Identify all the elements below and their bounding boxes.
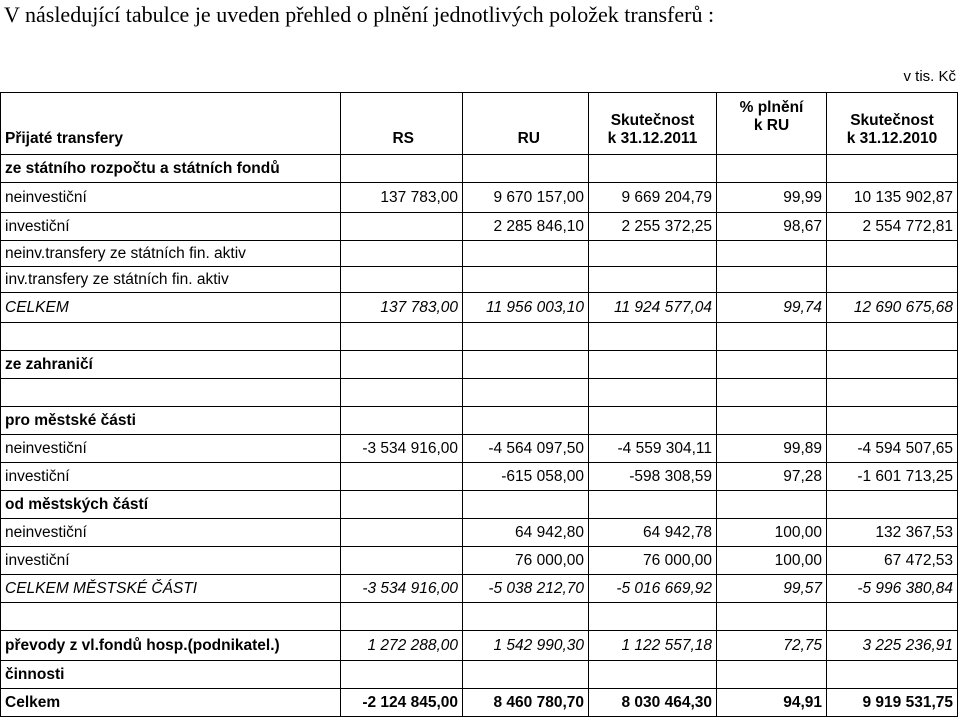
cell-label: činnosti [1,661,341,689]
cell-ru [463,241,589,267]
cell-ru [463,267,589,293]
cell-ru [463,323,589,351]
cell-label: CELKEM MĚSTSKÉ ČÁSTI [1,575,341,603]
cell-pct: 100,00 [717,547,827,575]
cell-sk2010 [827,603,958,631]
cell-ru [463,351,589,379]
cell-sk2010 [827,491,958,519]
cell-label: neinvestiční [1,183,341,213]
cell-pct [717,351,827,379]
cell-ru: 8 460 780,70 [463,689,589,717]
cell-pct [717,323,827,351]
cell-rs: 1 272 288,00 [341,631,463,661]
cell-pct [717,241,827,267]
cell-sk2011: 1 122 557,18 [589,631,717,661]
cell-sk2011 [589,323,717,351]
cell-rs [341,323,463,351]
cell-sk2010: 132 367,53 [827,519,958,547]
header-pct-plneni [717,93,827,155]
cell-pct [717,379,827,407]
cell-pct [717,155,827,183]
cell-label: neinv.transfery ze státních fin. aktiv [1,241,341,267]
cell-sk2010: -4 594 507,65 [827,435,958,463]
cell-sk2011: 64 942,78 [589,519,717,547]
cell-ru [463,661,589,689]
spacer-row [1,603,958,631]
cell-pct [717,407,827,435]
header-skutecnost-2011-line1: Skutečnost [610,112,695,129]
cell-sk2010: 67 472,53 [827,547,958,575]
intro-text: V následující tabulce je uveden přehled o plnění jednotlivých položek transferů : [4,2,715,27]
cell-sk2011: -598 308,59 [589,463,717,491]
cell-rs [341,603,463,631]
cell-sk2011 [589,603,717,631]
header-label: Přijaté transfery [1,93,341,155]
cell-sk2011: 8 030 464,30 [589,689,717,717]
cell-sk2011: 11 924 577,04 [589,293,717,323]
cell-sk2010: 2 554 772,81 [827,213,958,241]
cell-sk2011: 9 669 204,79 [589,183,717,213]
cell-rs: -3 534 916,00 [341,435,463,463]
cell-rs [341,491,463,519]
cell-pct: 72,75 [717,631,827,661]
header-skutecnost-2011 [589,93,717,155]
table-header-row [1,93,958,155]
cell-pct: 98,67 [717,213,827,241]
cell-pct [717,661,827,689]
header-pct-line1: % plnění [739,99,804,116]
cell-ru: 2 285 846,10 [463,213,589,241]
cell-pct: 100,00 [717,519,827,547]
cell-label: pro městské části [1,407,341,435]
unit-label: v tis. Kč [903,68,956,85]
spacer-row [1,323,958,351]
cell-sk2010: -5 996 380,84 [827,575,958,603]
cell-sk2011: 76 000,00 [589,547,717,575]
cell-ru: -615 058,00 [463,463,589,491]
cell-ru [463,603,589,631]
cell-sk2010 [827,661,958,689]
cell-sk2011 [589,661,717,689]
cell-label [1,323,341,351]
cell-ru: -5 038 212,70 [463,575,589,603]
cell-rs [341,155,463,183]
cell-ru: 1 542 990,30 [463,631,589,661]
cell-pct: 94,91 [717,689,827,717]
table-row [1,689,958,717]
cell-ru: -4 564 097,50 [463,435,589,463]
table-row [1,435,958,463]
table-row [1,519,958,547]
cell-sk2010 [827,241,958,267]
cell-ru [463,407,589,435]
cell-label: ze státního rozpočtu a státních fondů [1,155,341,183]
header-skutecnost-2011-line2: k 31.12.2011 [607,130,698,147]
cell-sk2010: 3 225 236,91 [827,631,958,661]
table-row [1,213,958,241]
cell-rs [341,241,463,267]
cell-rs [341,519,463,547]
cell-pct [717,267,827,293]
cell-ru: 76 000,00 [463,547,589,575]
cell-sk2011 [589,155,717,183]
cell-label: neinvestiční [1,519,341,547]
cell-rs: 137 783,00 [341,183,463,213]
cell-ru [463,155,589,183]
table-row [1,155,958,183]
cell-sk2011 [589,491,717,519]
cell-pct: 99,89 [717,435,827,463]
cell-label: investiční [1,463,341,491]
cell-sk2011: 2 255 372,25 [589,213,717,241]
cell-rs: -2 124 845,00 [341,689,463,717]
cell-rs [341,547,463,575]
table-row [1,575,958,603]
cell-rs [341,463,463,491]
cell-ru [463,379,589,407]
cell-ru [463,491,589,519]
cell-pct [717,491,827,519]
header-skutecnost-2010 [827,93,958,155]
header-rs: RS [341,93,463,155]
cell-label: investiční [1,547,341,575]
header-skutecnost-2010-line2: k 31.12.2010 [846,130,938,147]
cell-label: Celkem [1,689,341,717]
cell-ru: 9 670 157,00 [463,183,589,213]
cell-ru: 64 942,80 [463,519,589,547]
table-row [1,661,958,689]
cell-rs [341,379,463,407]
cell-sk2010: 9 919 531,75 [827,689,958,717]
cell-sk2010 [827,155,958,183]
cell-rs [341,351,463,379]
cell-ru: 11 956 003,10 [463,293,589,323]
transfers-table [0,92,958,717]
cell-label: převody z vl.fondů hosp.(podnikatel.) [1,631,341,661]
cell-sk2010 [827,323,958,351]
cell-sk2011 [589,267,717,293]
header-skutecnost-2010-line1: Skutečnost [850,112,934,129]
cell-pct: 97,28 [717,463,827,491]
table-row [1,293,958,323]
cell-sk2011 [589,241,717,267]
cell-rs [341,213,463,241]
cell-label: neinvestiční [1,435,341,463]
header-ru: RU [463,93,589,155]
cell-sk2011 [589,407,717,435]
cell-label [1,379,341,407]
cell-rs: -3 534 916,00 [341,575,463,603]
table-row [1,491,958,519]
cell-rs: 137 783,00 [341,293,463,323]
table-row [1,241,958,267]
cell-sk2010 [827,407,958,435]
cell-sk2010: -1 601 713,25 [827,463,958,491]
table-row [1,631,958,661]
cell-sk2011: -5 016 669,92 [589,575,717,603]
cell-pct: 99,57 [717,575,827,603]
header-pct-line2: k RU [753,117,790,134]
cell-rs [341,407,463,435]
cell-label: CELKEM [1,293,341,323]
table-row [1,547,958,575]
spacer-row [1,379,958,407]
cell-label: inv.transfery ze státních fin. aktiv [1,267,341,293]
table-row [1,267,958,293]
cell-rs [341,661,463,689]
cell-sk2011 [589,351,717,379]
cell-pct [717,603,827,631]
cell-rs [341,267,463,293]
cell-label: od městských částí [1,491,341,519]
cell-sk2011: -4 559 304,11 [589,435,717,463]
cell-sk2010: 10 135 902,87 [827,183,958,213]
cell-sk2010 [827,379,958,407]
cell-label: investiční [1,213,341,241]
cell-label [1,603,341,631]
table-row [1,463,958,491]
table-row [1,351,958,379]
table-row [1,183,958,213]
cell-label: ze zahraničí [1,351,341,379]
cell-pct: 99,99 [717,183,827,213]
cell-sk2010: 12 690 675,68 [827,293,958,323]
cell-sk2010 [827,267,958,293]
cell-sk2010 [827,351,958,379]
cell-sk2011 [589,379,717,407]
cell-pct: 99,74 [717,293,827,323]
table-row [1,407,958,435]
